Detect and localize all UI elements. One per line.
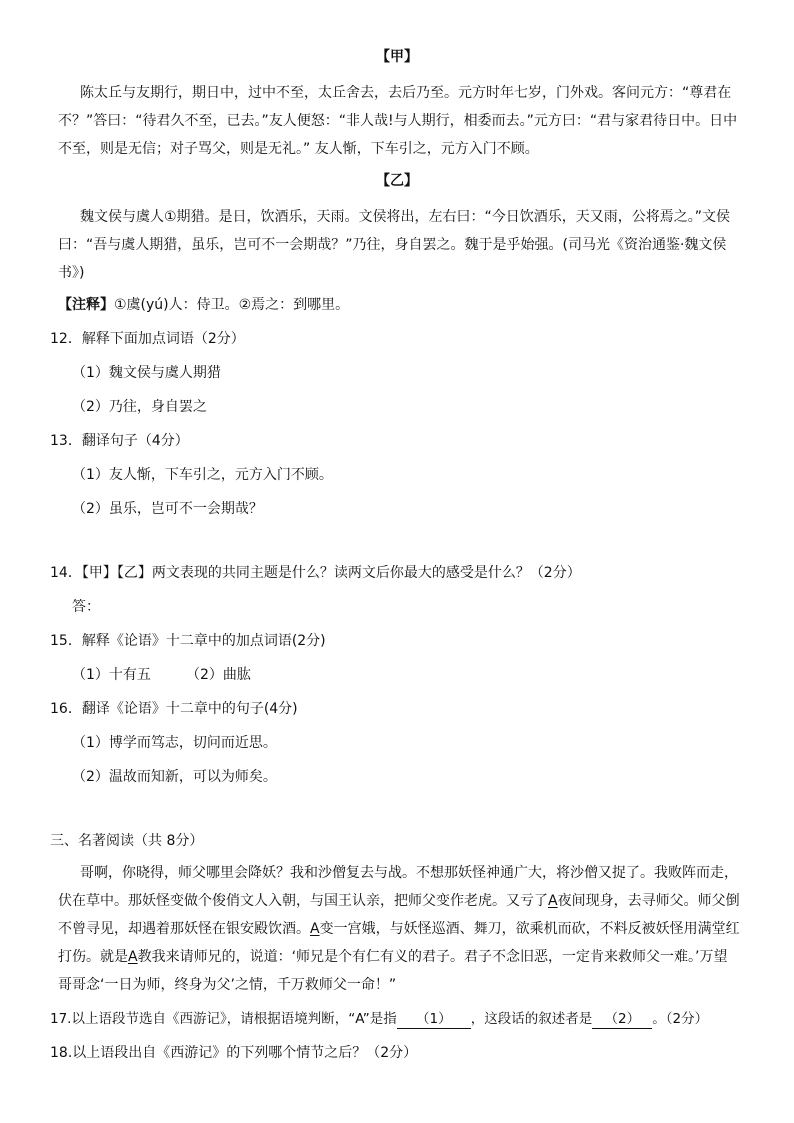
section-3-title: 三、名著阅读（共 8分） [50, 833, 204, 849]
passage-text: 教我来请师兄的，说道：‘师兄是个有仁有义的君子。君子不念旧恶，一定肯来救师父一难。’万望 [137, 949, 728, 965]
question-13-item-2: （2）虽乐，岂可不一会期哉？ [72, 501, 263, 517]
jia-line-3: 不至，则是无信；对子骂父，则是无礼。” 友人惭，下车引之，元方入门不顾。 [58, 141, 539, 157]
question-16-item-1: （1）博学而笃志，切问而近思。 [72, 735, 277, 751]
blank-a: A [548, 893, 558, 909]
question-14: 14．【甲】【乙】两文表现的共同主题是什么？读两文后你最大的感受是什么？（2分） [50, 565, 581, 581]
question-13: 13．翻译句子（4分） [50, 433, 189, 449]
yi-line-2: 曰：“吾与虞人期猎，虽乐，岂可不一会期哉？”乃往，身自罢之。魏于是乎始强。(司马光《资治通鉴·魏文侯 [58, 237, 727, 253]
question-13-item-1: （1）友人惭，下车引之，元方入门不顾。 [72, 467, 333, 483]
answer-blank-1[interactable]: （1） [397, 1010, 471, 1029]
jia-line-2: 不？”答曰：“待君久不至，已去。”友人便怒：“非人哉!与人期行，相委而去。”元方曰：“君与家君待日中。日中 [58, 113, 738, 129]
question-12-item-1: （1）魏文侯与虞人期猎 [72, 365, 221, 381]
question-text: ，这段话的叙述者是 [470, 1011, 593, 1027]
answer-blank-2[interactable]: （2） [592, 1010, 652, 1029]
question-14-answer-label: 答： [72, 599, 100, 615]
passage-text: 伏在草中。那妖怪变做个俊俏文人入朝，与国王认亲，把师父变作老虎。又亏了 [58, 893, 548, 909]
question-15-item-2: （2）曲肱 [186, 667, 251, 683]
yi-title: 【乙】 [376, 173, 418, 189]
question-12-item-2: （2）乃往，身自罢之 [72, 399, 207, 415]
passage-text: 变一宫娥，与妖怪巡酒、舞刀，欲乘机而砍，不料反被妖怪用满堂红 [319, 921, 740, 937]
question-12: 12．解释下面加点词语（2分） [50, 331, 245, 347]
jia-line-1: 陈太丘与友期行，期日中，过中不至，太丘舍去，去后乃至。元方时年七岁，门外戏。客问元方：“尊君在 [80, 85, 732, 101]
annotation [58, 296, 349, 314]
passage-line-5: 哥哥念‘一日为师，终身为父’之情，千万救师父一命！” [58, 977, 397, 993]
yi-line-1: 魏文侯与虞人①期猎。是日，饮酒乐，天雨。文侯将出，左右曰：“今日饮酒乐，天又雨，公将焉之。”文侯 [80, 209, 731, 225]
question-16-item-2: （2）温故而知新，可以为师矣。 [72, 769, 277, 785]
passage-line-2 [58, 892, 740, 910]
blank-a: A [128, 949, 138, 965]
passage-line-4 [58, 948, 727, 966]
question-text: 17.以上语段节选自《西游记》，请根据语境判断，“A”是指 [50, 1011, 397, 1027]
question-15-item-1: （1）十有五 [72, 667, 151, 683]
passage-text: 不曾寻见，却遇着那妖怪在银安殿饮酒。 [58, 921, 310, 937]
annotation-label: 【注释】 [58, 297, 114, 313]
jia-title: 【甲】 [376, 49, 418, 65]
blank-a: A [310, 921, 320, 937]
passage-line-3 [58, 920, 740, 938]
question-18: 18.以上语段出自《西游记》的下列哪个情节之后？（2分） [50, 1045, 418, 1061]
question-17 [50, 1010, 708, 1029]
yi-line-3: 书》) [58, 265, 85, 281]
passage-line-1: 哥啊，你晓得，师父哪里会降妖？我和沙僧复去与战。不想那妖怪神通广大，将沙僧又捉了。我败阵而走， [80, 865, 738, 881]
question-15: 15．解释《论语》十二章中的加点词语(2分) [50, 633, 326, 649]
passage-text: 打伤。就是 [58, 949, 128, 965]
question-text: 。（2分） [652, 1011, 709, 1027]
question-16: 16．翻译《论语》十二章中的句子(4分) [50, 701, 298, 717]
annotation-text: ①虞(yú)人：侍卫。②焉之：到哪里。 [114, 297, 350, 313]
passage-text: 夜间现身，去寻师父。师父倒 [557, 893, 740, 909]
